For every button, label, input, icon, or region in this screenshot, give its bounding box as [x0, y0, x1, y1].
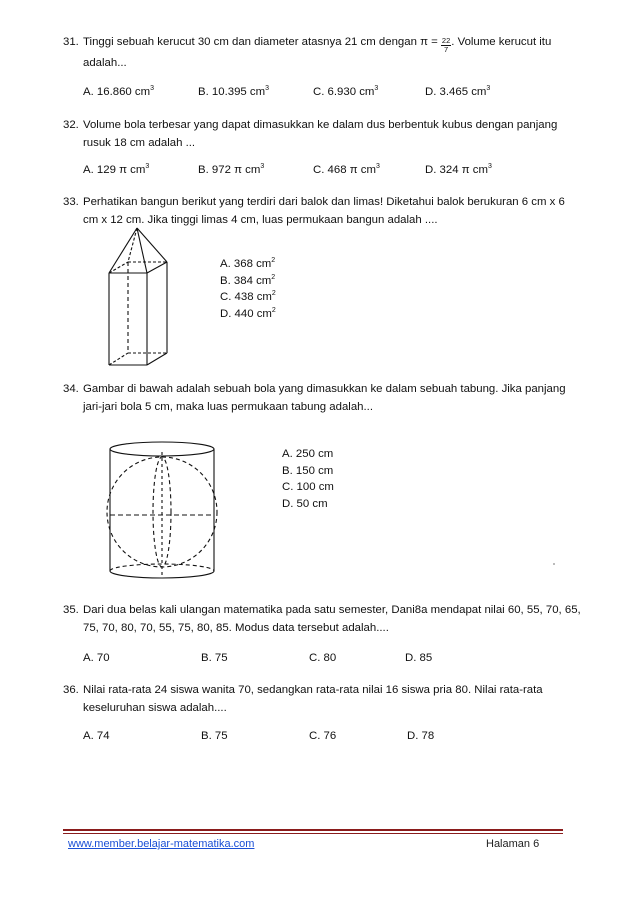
question-31: [63, 33, 583, 72]
option-c[interactable]: C. 100 cm: [282, 481, 334, 493]
question-text: Perhatikan bangun berikut yang terdiri dari balok dan limas! Diketahui balok berukuran 6 cm x 6 cm x 12 cm. Jika tinggi limas 4 cm, luas permukaan bangun adalah ....: [83, 196, 565, 226]
question-number: 36.: [63, 684, 79, 696]
question-32: [63, 116, 583, 152]
question-number: 31.: [63, 36, 79, 48]
option-d[interactable]: D. 78: [407, 730, 435, 742]
footer-page-number: Halaman 6: [486, 838, 540, 850]
question-number: 33.: [63, 196, 79, 208]
option-c[interactable]: C. 6.930 $cm^3$: [313, 85, 379, 98]
question-number: 35.: [63, 604, 79, 616]
footer-rule-top: [63, 829, 563, 831]
option-a[interactable]: A. 74: [83, 730, 110, 742]
option-d[interactable]: D. 324 π $cm^3$: [425, 163, 492, 176]
question-33: [63, 193, 583, 229]
stray-mark: [553, 563, 555, 565]
option-b[interactable]: B. 150 cm: [282, 464, 334, 477]
option-c[interactable]: C. 80: [309, 652, 337, 664]
options-33: [220, 256, 276, 322]
option-a[interactable]: A. 368 $cm^2$: [220, 257, 276, 270]
option-c[interactable]: C. 76: [309, 730, 337, 742]
prism-pyramid-figure: [100, 225, 180, 370]
question-text: Tinggi sebuah kerucut 30 cm dan diameter atasnya 21 cm dengan π = $\frac{22}{7}$ . Volume kerucut itu adalah...: [83, 36, 552, 69]
question-36: [63, 681, 583, 717]
question-text: Dari dua belas kali ulangan matematika pada satu semester, Dani8a mendapat nilai 60, 55, 70, 65, 75, 70, 80, 70, 55, 75, 80, 85. Modus data tersebut adalah....: [83, 604, 581, 634]
question-34: [63, 380, 583, 416]
option-c[interactable]: C. 468 π $cm^3$: [313, 163, 380, 176]
question-text: Nilai rata-rata 24 siswa wanita 70, sedangkan rata-rata nilai 16 siswa pria 80. Nilai rata-rata keseluruhan siswa adalah....: [83, 684, 543, 714]
option-d[interactable]: D. 85: [405, 652, 433, 664]
option-b[interactable]: B. 75: [201, 730, 228, 742]
option-b[interactable]: B. 972 π $cm^3$: [198, 163, 265, 176]
question-number: 34.: [63, 383, 79, 395]
footer-website-link[interactable]: www.member.belajar-matematika.com: [68, 838, 255, 850]
options-34: [282, 446, 334, 512]
option-b[interactable]: B. 75: [201, 652, 228, 664]
option-a[interactable]: A. 129 π $cm^3$: [83, 163, 150, 176]
question-text: Gambar di bawah adalah sebuah bola yang dimasukkan ke dalam sebuah tabung. Jika panjang jari-jari bola 5 cm, maka luas permukaan tabung adalah...: [83, 383, 566, 413]
option-a[interactable]: A. 250 cm: [282, 448, 334, 460]
option-a[interactable]: A. 16.860 $cm^3$: [83, 85, 155, 98]
option-d[interactable]: D. 440 $cm^2$: [220, 306, 276, 320]
sphere-in-cylinder-figure: [106, 440, 218, 582]
option-b[interactable]: B. 10.395 $cm^3$: [198, 85, 270, 98]
footer-rule-bottom: [63, 833, 563, 834]
option-b[interactable]: B. 384 $cm^2$: [220, 273, 276, 287]
fraction: $\frac{22}{7}$: [441, 36, 451, 54]
option-c[interactable]: C. 438 $cm^2$: [220, 290, 276, 303]
question-35: [63, 601, 583, 637]
option-d[interactable]: D. 3.465 $cm^3$: [425, 85, 491, 98]
question-number: 32.: [63, 119, 79, 131]
option-d[interactable]: D. 50 cm: [282, 497, 328, 510]
question-text: Volume bola terbesar yang dapat dimasukkan ke dalam dus berbentuk kubus dengan panjang rusuk 18 cm adalah ...: [83, 119, 558, 149]
option-a[interactable]: A. 70: [83, 652, 110, 664]
